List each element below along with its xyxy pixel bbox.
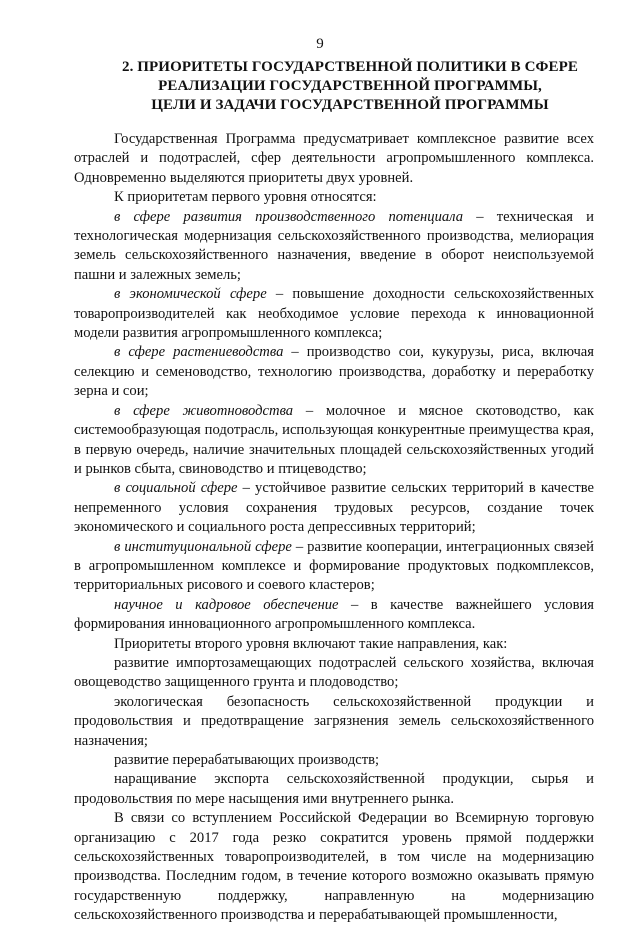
paragraph-text: – в качестве важнейшего условия формирования инновационного агропромышленного комплекса. [74,596,594,633]
paragraph-text: развитие перерабатывающих производств; [114,752,380,768]
paragraph [74,479,594,537]
paragraph-text: – техническая и технологическая модернизация сельскохозяйственного производства, мелиорация земель сельскохозяйственного назначения, введение в оборот неиспользуемой пашни и залежных земель; [74,208,594,283]
paragraph-text: экологическая безопасность сельскохозяйственной продукции и продовольствия и предотвращение загрязнения земель сельскохозяйственного назначения; [74,693,594,749]
paragraph [74,693,594,751]
paragraph-text: – производство сои, кукурузы, риса, включая селекцию и семеноводство, технологию производства, доработку и переработку зерна и сои; [74,344,594,400]
paragraph [74,596,594,635]
paragraph-text: – повышение доходности сельскохозяйственных товаропроизводителей как необходимое условие перехода к инновационной модели развития агропромышленного комплекса; [74,286,594,342]
paragraph [74,538,594,596]
paragraph [74,285,594,343]
section-heading [100,58,600,115]
paragraph-text: – молочное и мясное скотоводство, как системообразующая подотрасль, использующая конкурентные преимущества края, в первую очередь, наличие значительных площадей сельскохозяйственных угодий и рынков сбыта, свиноводство и птицеводство; [74,402,594,477]
paragraph [74,770,594,809]
paragraph [74,343,594,401]
paragraph-lead: в экономической сфере [114,286,267,303]
paragraph-lead: в сфере растениеводства [114,344,284,361]
paragraph-lead: в сфере развития производственного потенциала [114,208,464,225]
paragraph-lead: научное и кадровое обеспечение [114,596,339,613]
paragraph-text: – развитие кооперации, интеграционных связей в агропромышленном комплексе и формирование продуктовых подкомплексов, территориальных рисового и соевого кластеров; [74,538,594,594]
paragraph [74,751,594,770]
paragraph [74,809,594,925]
paragraph-lead: в институциональной сфере [114,538,292,555]
paragraph-text: – устойчивое развитие сельских территорий в качестве непременного условия сохранения трудовых ресурсов, создание точек экономического и социального роста депрессивных территорий; [74,480,594,536]
paragraph-lead: в социальной сфере [114,480,238,497]
heading-line-2: РЕАЛИЗАЦИИ ГОСУДАРСТВЕННОЙ ПРОГРАММЫ, [158,78,542,94]
heading-line-3: ЦЕЛИ И ЗАДАЧИ ГОСУДАРСТВЕННОЙ ПРОГРАММЫ [151,97,549,113]
heading-line-1: 2. ПРИОРИТЕТЫ ГОСУДАРСТВЕННОЙ ПОЛИТИКИ В СФЕРЕ [121,59,579,75]
paragraph [74,654,594,693]
paragraph-text: К приоритетам первого уровня относятся: [114,189,377,206]
paragraph [74,188,594,207]
paragraph [74,635,594,654]
paragraph [74,130,594,188]
paragraph-text: наращивание экспорта сельскохозяйственной продукции, сырья и продовольствия по мере насыщения ими внутреннего рынка. [74,771,594,807]
document-body [74,130,594,926]
paragraph [74,402,594,480]
paragraph [74,208,594,286]
paragraph-lead: в сфере животноводства [114,402,294,419]
paragraph-text: Приоритеты второго уровня включают такие направления, как: [114,635,508,652]
paragraph-text: развитие импортозамещающих подотраслей сельского хозяйства, включая овощеводство защищенного грунта и плодоводство; [74,654,594,691]
paragraph-text: Государственная Программа предусматривает комплексное развитие всех отраслей и подотраслей, сфер деятельности агропромышленного комплекса. Одновременно выделяются приоритеты двух уровней. [74,131,594,186]
page-number: 9 [316,36,324,52]
paragraph-text: В связи со вступлением Российской Федерации во Всемирную торговую организацию с 2017 года резко сократится уровень прямой поддержки сельскохозяйственных товаропроизводителей, в том числе на модернизацию производства. Последним годом, в течение которого возможно оказывать прямую государственную поддержку, направленную на модернизацию сельскохозяйственного производства и перерабатывающей промышленности, [74,810,594,924]
